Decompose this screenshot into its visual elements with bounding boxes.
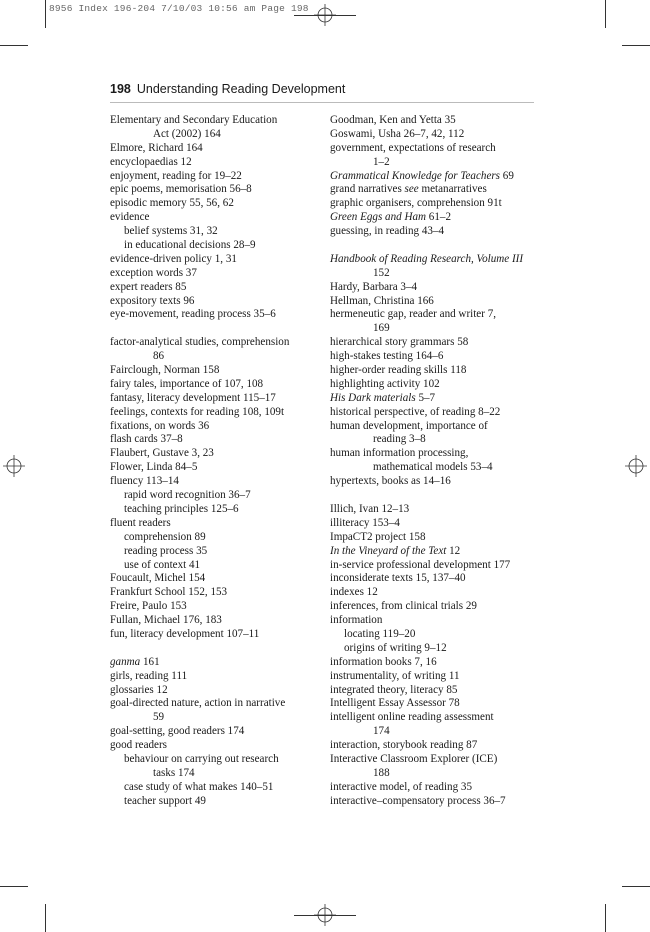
index-entry-continuation [330, 267, 545, 281]
index-text: expository texts 96 [110, 294, 195, 307]
index-text: 1–2 [373, 155, 390, 168]
index-gap [110, 642, 325, 656]
crop-mark [605, 904, 606, 932]
index-text: feelings, contexts for reading 108, 109t [110, 405, 285, 418]
index-text: factor-analytical studies, comprehension [110, 336, 290, 349]
index-entry [110, 281, 325, 295]
index-subentry [110, 795, 325, 809]
index-text: 69 [500, 169, 514, 182]
index-entry [110, 253, 325, 267]
index-entry [110, 461, 325, 475]
index-text: in-service professional development 177 [330, 558, 511, 571]
crop-mark [0, 886, 28, 887]
index-entry [110, 447, 325, 461]
registration-mark-icon [3, 455, 25, 477]
index-entry [110, 420, 325, 434]
index-text: Illich, Ivan 12–13 [330, 502, 410, 515]
index-entry [110, 364, 325, 378]
index-text: Goodman, Ken and Yetta 35 [330, 114, 456, 126]
index-title-text: Grammatical Knowledge for Teachers [330, 169, 500, 182]
index-entry [110, 572, 325, 586]
index-subentry [110, 503, 325, 517]
index-entry [330, 170, 545, 184]
index-entry [110, 739, 325, 753]
index-entry [110, 183, 325, 197]
index-entry-continuation [330, 767, 545, 781]
index-entry [330, 225, 545, 239]
index-subentry [110, 559, 325, 573]
index-entry-continuation [330, 322, 545, 336]
index-text: Act (2002) 164 [153, 127, 221, 140]
index-text: instrumentality, of writing 11 [330, 669, 460, 682]
index-gap [330, 489, 545, 503]
index-entry-continuation [110, 767, 325, 781]
crop-mark [45, 0, 46, 28]
index-entry [330, 586, 545, 600]
index-entry [110, 586, 325, 600]
index-entry [330, 781, 545, 795]
index-entry [110, 308, 325, 322]
index-entry [330, 378, 545, 392]
index-entry [110, 336, 325, 350]
index-gap [330, 239, 545, 253]
index-text: in educational decisions 28–9 [124, 239, 256, 252]
index-entry [330, 211, 545, 225]
index-text: case study of what makes 140–51 [124, 780, 274, 793]
index-entry [330, 183, 545, 197]
index-text: epic poems, memorisation 56–8 [110, 183, 252, 196]
index-text: 12 [446, 544, 461, 557]
index-entry [330, 392, 545, 406]
index-text: Hellman, Christina 166 [330, 294, 434, 307]
index-entry [110, 628, 325, 642]
index-entry [110, 684, 325, 698]
index-text: expert readers 85 [110, 280, 187, 293]
index-text: information books 7, 16 [330, 655, 437, 668]
index-text: intelligent online reading assessment [330, 711, 494, 724]
running-header [110, 82, 534, 96]
index-text: hypertexts, books as 14–16 [330, 475, 451, 488]
index-text: Intelligent Essay Assessor 78 [330, 697, 460, 710]
index-entry [110, 170, 325, 184]
index-text: tasks 174 [153, 766, 195, 779]
index-text: goal-directed nature, action in narrative [110, 697, 286, 710]
index-entry [110, 656, 325, 670]
index-text: flash cards 37–8 [110, 433, 183, 446]
index-entry [330, 406, 545, 420]
index-entry [110, 114, 325, 128]
index-entry [330, 142, 545, 156]
index-text: interactive model, of reading 35 [330, 780, 473, 793]
index-subentry [110, 531, 325, 545]
index-text: reading process 35 [124, 544, 208, 557]
index-text: indexes 12 [330, 586, 378, 599]
index-entry [330, 531, 545, 545]
index-subentry [330, 628, 545, 642]
index-text: 59 [153, 711, 165, 724]
index-text: Freire, Paulo 153 [110, 600, 187, 613]
index-text: Goswami, Usha 26–7, 42, 112 [330, 127, 465, 140]
page-number: 198 [110, 82, 131, 96]
index-text: illiteracy 153–4 [330, 516, 400, 529]
index-text: hierarchical story grammars 58 [330, 336, 469, 349]
index-text: teacher support 49 [124, 794, 206, 807]
index-entry [110, 156, 325, 170]
index-text: mathematical models 53–4 [373, 461, 493, 474]
index-text: glossaries 12 [110, 683, 168, 696]
index-text: comprehension 89 [124, 530, 206, 543]
index-text: 161 [140, 655, 160, 668]
index-text: fluency 113–14 [110, 475, 179, 488]
index-text: eye-movement, reading process 35–6 [110, 308, 276, 321]
index-entry [110, 267, 325, 281]
index-text: Interactive Classroom Explorer (ICE) [330, 752, 498, 765]
index-entry [110, 614, 325, 628]
index-text: Elmore, Richard 164 [110, 141, 203, 154]
index-text: hermeneutic gap, reader and writer 7, [330, 308, 497, 321]
index-text: 61–2 [426, 211, 451, 224]
index-entry [330, 447, 545, 461]
index-subentry [110, 489, 325, 503]
index-entry [110, 295, 325, 309]
index-text: ImpaCT2 project 158 [330, 530, 426, 543]
index-text: 152 [373, 266, 390, 279]
index-entry [330, 336, 545, 350]
index-text: human information processing, [330, 447, 469, 460]
index-entry [330, 545, 545, 559]
print-slug: 8956 Index 196-204 7/10/03 10:56 am Page 198 [49, 3, 309, 14]
index-text: Elementary and Secondary Education [110, 114, 278, 126]
index-entry-continuation [330, 156, 545, 170]
index-column-left [110, 114, 325, 809]
index-entry [330, 670, 545, 684]
index-title-text: Handbook of Reading Research, Volume III [330, 252, 524, 265]
index-entry [330, 711, 545, 725]
index-subentry [110, 545, 325, 559]
index-text: evidence [110, 211, 150, 224]
index-entry [330, 475, 545, 489]
index-text: fantasy, literacy development 115–17 [110, 391, 276, 404]
index-text: Flower, Linda 84–5 [110, 461, 198, 474]
index-entry [330, 350, 545, 364]
index-text: behaviour on carrying out research [124, 752, 279, 765]
index-entry [330, 128, 545, 142]
index-text: Fullan, Michael 176, 183 [110, 614, 222, 627]
index-entry-continuation [110, 711, 325, 725]
index-entry [110, 142, 325, 156]
index-text: inconsiderate texts 15, 137–40 [330, 572, 466, 585]
index-entry [330, 656, 545, 670]
index-entry [110, 392, 325, 406]
index-entry [330, 114, 545, 128]
index-subentry [110, 239, 325, 253]
index-text: exception words 37 [110, 266, 197, 279]
index-entry [330, 753, 545, 767]
index-text: higher-order reading skills 118 [330, 364, 467, 377]
index-text: inferences, from clinical trials 29 [330, 600, 477, 613]
crop-mark [0, 45, 28, 46]
index-text: fun, literacy development 107–11 [110, 627, 260, 640]
index-text: graphic organisers, comprehension 91t [330, 197, 502, 210]
index-text: locating 119–20 [344, 627, 416, 640]
index-text: interaction, storybook reading 87 [330, 739, 478, 752]
index-text: origins of writing 9–12 [344, 641, 447, 654]
index-text: historical perspective, of reading 8–22 [330, 405, 501, 418]
index-text: interactive–compensatory process 36–7 [330, 794, 506, 807]
index-entry [110, 433, 325, 447]
index-text: Flaubert, Gustave 3, 23 [110, 447, 214, 460]
index-entry [110, 475, 325, 489]
registration-line [294, 915, 356, 916]
header-rule [110, 102, 534, 103]
index-text: metanarratives [418, 183, 487, 196]
index-entry [330, 517, 545, 531]
index-text: Hardy, Barbara 3–4 [330, 280, 418, 293]
index-text: encyclopaedias 12 [110, 155, 192, 168]
index-text: girls, reading 111 [110, 669, 188, 682]
crop-mark [622, 45, 650, 46]
index-text: belief systems 31, 32 [124, 225, 218, 238]
index-entry-continuation [110, 128, 325, 142]
index-subentry [110, 753, 325, 767]
index-text: goal-setting, good readers 174 [110, 725, 245, 738]
index-entry [110, 725, 325, 739]
index-text: highlighting activity 102 [330, 377, 440, 390]
index-entry [330, 559, 545, 573]
index-text: 188 [373, 766, 390, 779]
index-title-text: ganma [110, 655, 141, 668]
index-entry-continuation [330, 433, 545, 447]
crop-mark [605, 0, 606, 28]
index-entry [330, 308, 545, 322]
index-entry [330, 295, 545, 309]
registration-line [294, 15, 356, 16]
index-text: episodic memory 55, 56, 62 [110, 197, 234, 210]
index-subentry [330, 642, 545, 656]
index-entry [330, 197, 545, 211]
registration-mark-icon [625, 455, 647, 477]
index-entry [330, 600, 545, 614]
index-text: 174 [373, 725, 390, 738]
index-entry [330, 684, 545, 698]
index-title-text: Green Eggs and Ham [330, 211, 427, 224]
index-text: 5–7 [415, 391, 436, 404]
index-entry [110, 197, 325, 211]
index-text: information [330, 614, 383, 627]
index-entry [110, 378, 325, 392]
index-entry [330, 572, 545, 586]
index-entry [330, 253, 545, 267]
index-entry [330, 364, 545, 378]
index-entry [110, 406, 325, 420]
index-text: government, expectations of research [330, 141, 496, 154]
index-title-text: His Dark materials [330, 391, 416, 404]
running-title: Understanding Reading Development [136, 82, 346, 96]
index-entry [110, 600, 325, 614]
index-text: good readers [110, 739, 167, 752]
index-entry [330, 697, 545, 711]
index-text: enjoyment, reading for 19–22 [110, 169, 242, 182]
index-text: Frankfurt School 152, 153 [110, 586, 228, 599]
index-text: 169 [373, 322, 390, 335]
index-text: high-stakes testing 164–6 [330, 350, 444, 363]
index-text: evidence-driven policy 1, 31 [110, 252, 237, 265]
index-entry [330, 739, 545, 753]
index-text: teaching principles 125–6 [124, 502, 239, 515]
index-entry [330, 281, 545, 295]
index-entry [330, 614, 545, 628]
index-entry [110, 211, 325, 225]
index-text: human development, importance of [330, 419, 488, 432]
index-text: fluent readers [110, 516, 171, 529]
index-entry [110, 670, 325, 684]
index-text: reading 3–8 [373, 433, 426, 446]
index-entry [330, 795, 545, 809]
index-text: integrated theory, literacy 85 [330, 683, 458, 696]
index-text: Foucault, Michel 154 [110, 572, 206, 585]
index-subentry [110, 781, 325, 795]
index-text: grand narratives [330, 183, 405, 196]
index-text: 86 [153, 350, 165, 363]
index-title-text: In the Vineyard of the Text [330, 544, 447, 557]
index-title-text: see [404, 183, 419, 196]
index-gap [110, 322, 325, 336]
crop-mark [45, 904, 46, 932]
index-text: use of context 41 [124, 558, 201, 571]
index-entry-continuation [330, 725, 545, 739]
index-subentry [110, 225, 325, 239]
index-text: guessing, in reading 43–4 [330, 225, 445, 238]
index-text: fairy tales, importance of 107, 108 [110, 377, 264, 390]
index-entry [330, 420, 545, 434]
index-entry [330, 503, 545, 517]
index-entry [110, 517, 325, 531]
index-entry-continuation [110, 350, 325, 364]
index-entry [110, 697, 325, 711]
crop-mark [622, 886, 650, 887]
index-text: rapid word recognition 36–7 [124, 489, 251, 502]
index-text: fixations, on words 36 [110, 419, 210, 432]
index-entry-continuation [330, 461, 545, 475]
index-column-right [330, 114, 545, 809]
index-text: Fairclough, Norman 158 [110, 364, 220, 377]
